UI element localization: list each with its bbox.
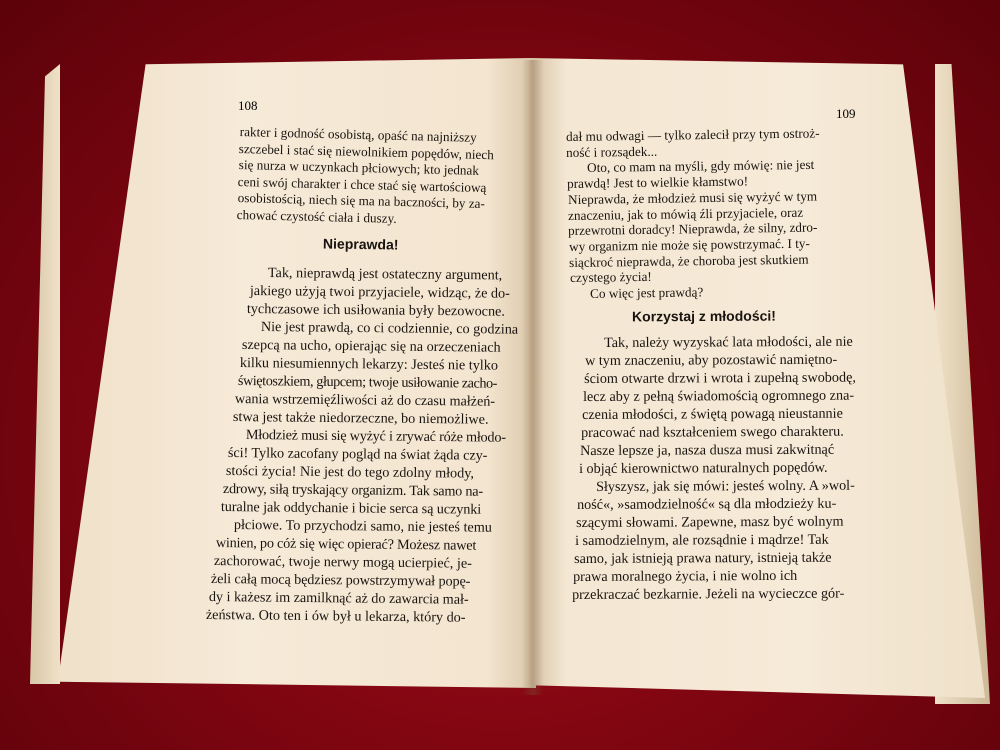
text-line: Młodzież musi się wyżyć i zrywać róże młodo-	[246, 426, 507, 446]
text-line: osobistością, niech się ma na baczności, by za-	[237, 189, 485, 212]
text-line: stości życia! Nie jest do tego zdolny młody,	[225, 462, 474, 482]
text-line: siąckroć nieprawda, że choroba jest skutkiem	[569, 251, 809, 270]
text-line: zachorować, twoje nerwy mogą ucierpieć, je-	[213, 552, 472, 572]
right-page-number: 109	[836, 106, 856, 121]
text-line: Nasze lepsze ja, nasza dusza musi zakwitnąć	[580, 441, 835, 459]
text-line: Oto, co mam na myśli, gdy mówię: nie jest	[586, 157, 815, 176]
text-line: ceni swój charakter i chce stać się wartościową	[237, 173, 487, 195]
text-line: szącymi słowami. Zapewne, masz być wolnym	[576, 513, 844, 531]
text-line: Tak, należy wyzyskać lata młodości, ale nie	[604, 333, 853, 351]
text-line: jakiego użyją twoi przyjaciele, widząc, że do-	[249, 282, 510, 302]
text-line: wania wstrzemięźliwości aż do czasu małżeń-	[235, 390, 496, 410]
text-line: Nieprawda, że młodzież musi się wyżyć w tym	[567, 188, 817, 207]
text-line: chować czystość ciała i duszy.	[236, 206, 397, 226]
text-line: szepcą na ucho, opierając się na orzeczeniach	[242, 336, 502, 356]
section-heading: Nieprawda!	[322, 235, 399, 253]
text-line: wy organizm nie może się powstrzymać. I ty-	[568, 235, 810, 254]
text-line: się nurza w uczynkach płciowych; kto jednak	[238, 156, 479, 178]
book-gutter	[522, 60, 544, 695]
text-line: ściom otwarte drzwi i wrota i zupełną swobodę,	[584, 369, 856, 387]
text-line: lecz aby z pełną świadomością ogromnego zna-	[583, 387, 855, 405]
text-line: przewrotni doradcy! Nieprawda, że silny, zdro-	[568, 219, 818, 239]
text-line: prawa moralnego życia, i nie wolno ich	[573, 567, 798, 585]
left-page-edges	[30, 64, 60, 684]
text-line: dał mu odwagi — tylko zalecił przy tym ostroż-	[566, 125, 820, 144]
text-line: turalne jak oddychanie i bicie serca są uczynki	[220, 498, 482, 518]
text-line: płciowe. To przychodzi samo, nie jesteś temu	[234, 516, 493, 536]
text-line: tychczasowe ich usiłowania były bezowocne.	[247, 300, 506, 320]
text-line: Tak, nieprawdą jest ostateczny argument,	[267, 264, 503, 284]
text-line: szczebel i stać się niewolnikiem popędów, niech	[238, 140, 495, 162]
text-line: stwa jest także niedorzeczne, bo niemożliwe.	[232, 408, 489, 428]
text-line: Co więc jest prawdą?	[590, 284, 704, 301]
text-line: żeli całą mocą będziesz powstrzymywał popę-	[211, 570, 471, 590]
text-line: i samodzielnym, ale rozsądnie i mądrze! Tak	[575, 531, 829, 549]
text-line: ści! Tylko zacofany pogląd na świat żąda czy-	[227, 444, 488, 464]
text-line: Słyszysz, jak się mówi: jesteś wolny. A »wol-	[596, 477, 855, 495]
text-line: zdrowy, siłą tryskający organizm. Tak samo na-	[223, 480, 484, 500]
text-line: przekraczać bezkarnie. Jeżeli na wycieczce gór-	[572, 585, 845, 603]
text-line: znaczeniu, jak to mówią źli przyjaciele, oraz	[568, 204, 804, 223]
text-line: Nie jest prawdą, co ci codziennie, co godzina	[260, 318, 519, 338]
text-line: i objąć kierownictwo naturalnych popędów.	[579, 459, 828, 477]
text-line: prawdą! Jest to wielkie kłamstwo!	[567, 173, 749, 192]
text-line: rakter i godność osobistą, opaść na najniższy	[239, 123, 477, 145]
text-line: czenia młodości, z świętą powagą nieustannie	[582, 405, 843, 423]
text-line: żeństwa. Oto ten i ów był u lekarza, który do-	[206, 606, 467, 626]
text-line: dy i każesz im zamilknąć aż do zawarcia mał-	[208, 588, 469, 608]
left-page-number: 108	[238, 98, 258, 113]
text-line: ność i rozsądek...	[566, 143, 658, 160]
text-line: pracować nad kształceniem swego charakteru.	[581, 423, 844, 441]
text-line: świętoszkiem, głupcem; twoje usiłowanie zacho-	[237, 372, 497, 392]
section-heading: Korzystaj z młodości!	[631, 307, 776, 325]
text-line: kilku niesumiennych lekarzy: Jesteś nie tylko	[239, 354, 499, 374]
text-line: winien, po cóż się więc opierać? Możesz nawet	[215, 534, 477, 554]
text-line: samo, jak istnieją prawa natury, istnieją także	[574, 549, 832, 567]
text-line: ność«, »samodzielność« są dla młodzieży ku-	[577, 495, 837, 513]
text-line: czystego życia!	[569, 269, 652, 286]
text-line: w tym znaczeniu, aby pozostawić namiętno-	[585, 351, 838, 369]
